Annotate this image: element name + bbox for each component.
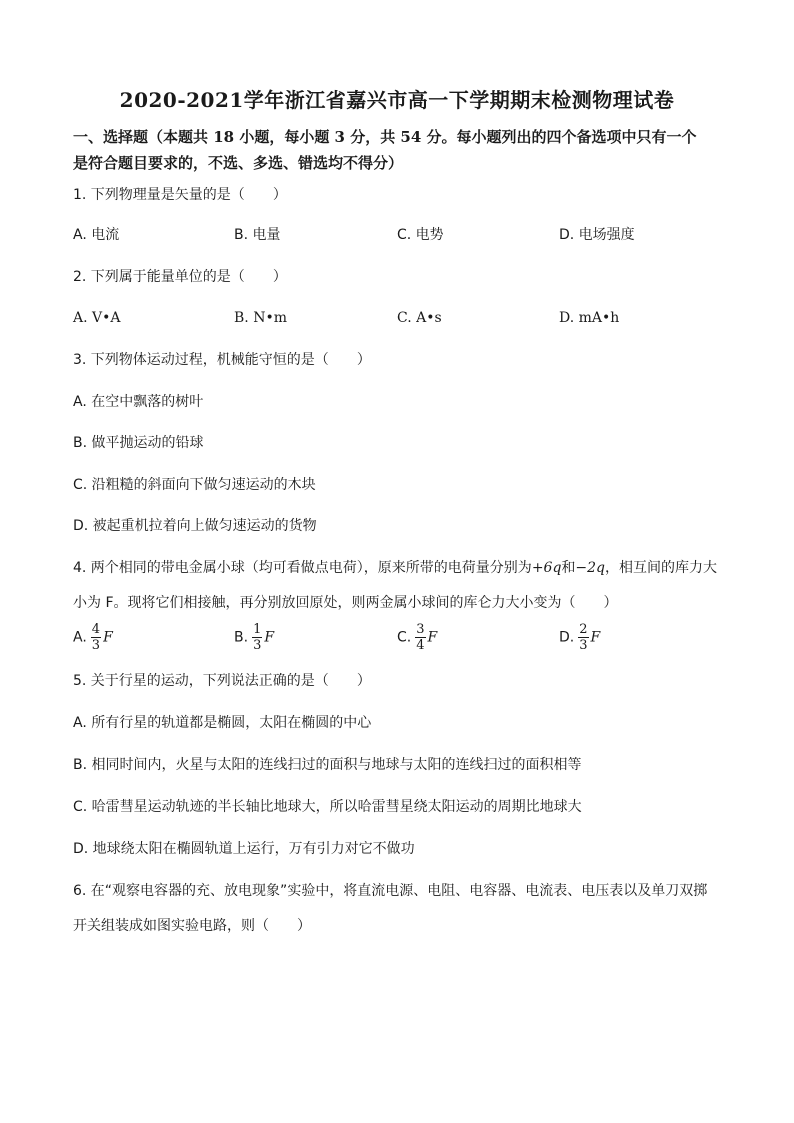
question-3-option-c: C. 沿粗糙的斜面向下做匀速运动的木块 [73, 477, 316, 493]
question-2-stem: 2. 下列属于能量单位的是（ ） [73, 269, 287, 285]
question-2-option-c: C. A•s [397, 310, 442, 326]
section-heading-line1: 一、选择题（本题共 18 小题，每小题 3 分，共 54 分。每小题列出的四个备选项中只有一个 [73, 128, 697, 146]
question-3-option-d: D. 被起重机拉着向上做匀速运动的货物 [73, 518, 317, 534]
question-2-option-b: B. N•m [234, 310, 287, 326]
question-4-option-d: D. $\frac{2}{3}$ F [559, 622, 601, 653]
question-4-option-c: C. $\frac{3}{4}$ F [397, 622, 438, 653]
question-4-option-a: A. $\frac{4}{3}$ F [73, 622, 113, 653]
question-1-option-b: B. 电量 [234, 227, 281, 243]
question-5-option-a: A. 所有行星的轨道都是椭圆，太阳在椭圆的中心 [73, 715, 372, 731]
question-3-option-a: A. 在空中飘落的树叶 [73, 394, 204, 410]
question-2-option-d: D. mA•h [559, 310, 620, 326]
fraction: $\frac{2}{3}$ [579, 622, 588, 653]
charge-value-1: +6q [531, 560, 562, 576]
question-4-option-b: B. $\frac{1}{3}$ F [234, 622, 275, 653]
question-5-option-b: B. 相同时间内，火星与太阳的连线扫过的面积与地球与太阳的连线扫过的面积相等 [73, 757, 582, 773]
question-4-stem-line2: 小为 F。现将它们相接触，再分别放回原处，则两金属小球间的库仑力大小变为（ ） [73, 595, 618, 611]
page-title: 2020-2021学年浙江省嘉兴市高一下学期期末检测物理试卷 [119, 88, 675, 112]
question-3-option-b: B. 做平抛运动的铅球 [73, 435, 204, 451]
question-5-option-d: D. 地球绕太阳在椭圆轨道上运行，万有引力对它不做功 [73, 841, 415, 857]
fraction: $\frac{1}{3}$ [253, 622, 262, 653]
question-6-stem-line2: 开关组装成如图实验电路，则（ ） [73, 918, 311, 934]
charge-value-2: −2q [575, 560, 606, 576]
section-heading [73, 124, 723, 176]
question-4-stem: 4. 两个相同的带电金属小球（均可看做点电荷），原来所带的电荷量分别为+6q和−2q，相互间的库力大 [73, 560, 718, 576]
question-3-stem: 3. 下列物体运动过程，机械能守恒的是（ ） [73, 352, 371, 368]
question-5-stem: 5. 关于行星的运动，下列说法正确的是（ ） [73, 673, 371, 689]
question-5-option-c: C. 哈雷彗星运动轨迹的半长轴比地球大，所以哈雷彗星绕太阳运动的周期比地球大 [73, 799, 582, 815]
question-2-option-a: A. V•A [73, 310, 121, 326]
question-6-stem: 6. 在“观察电容器的充、放电现象”实验中，将直流电源、电阻、电容器、电流表、电压表以及单刀双掷 [73, 883, 708, 899]
question-1-option-c: C. 电势 [397, 227, 444, 243]
question-1-option-d: D. 电场强度 [559, 227, 635, 243]
fraction: $\frac{4}{3}$ [91, 622, 101, 653]
fraction: $\frac{3}{4}$ [416, 622, 425, 653]
question-1-option-a: A. 电流 [73, 227, 120, 243]
question-1-stem: 1. 下列物理量是矢量的是（ ） [73, 187, 287, 203]
section-heading-line2: 是符合题目要求的，不选、多选、错选均不得分） [73, 154, 404, 172]
